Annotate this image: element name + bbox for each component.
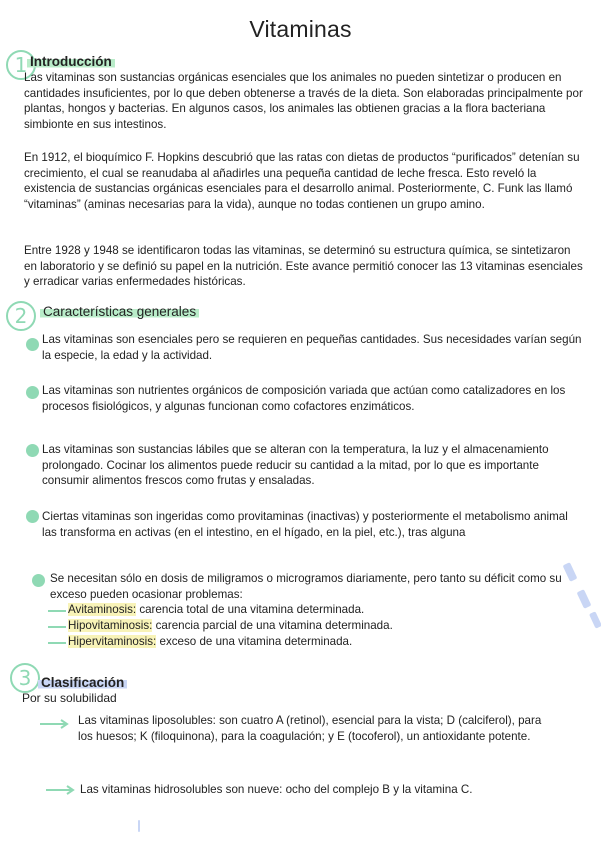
classification-item-hidrosolubles: Las vitaminas hidrosolubles son nueve: ocho del complejo B y la vitamina C. — [80, 783, 473, 796]
bullet-dot — [32, 574, 45, 587]
feature-bullet-1: Las vitaminas son esenciales pero se requieren en pequeñas cantidades. Sus necesidades varían según la especie, la edad y la actividad. — [42, 333, 582, 362]
bullet-dot — [26, 510, 39, 523]
feature-bullet-5: Se necesitan sólo en dosis de miligramos o microgramos diariamente, pero tanto su déficit como su exceso pueden ocasionar problemas: — [50, 572, 562, 601]
intro-paragraph-3: Entre 1928 y 1948 se identificaron todas las vitaminas, se determinó su estructura química, se sintetizaron en laboratorio y se definió su papel en la nutrición. Este avance permitió conocer las 13 vitaminas esenciales y erradicar varias enfermedades históricas. — [24, 244, 583, 289]
sub-item-hipervitaminosis: Hipervitaminosis: exceso de una vitamina determinada. — [68, 635, 353, 648]
feature-bullet-4: Ciertas vitaminas son ingeridas como provitaminas (inactivas) y posteriormente el metabolismo animal las transforma en activas (en el intestino, en el hígado, en la piel, etc.), tras alguna — [42, 510, 568, 539]
arrow-right-icon — [40, 719, 70, 729]
section-heading-features: Características generales — [40, 304, 199, 319]
sub-item-dash — [48, 626, 66, 628]
decorative-stroke — [138, 820, 140, 832]
decorative-stroke — [589, 611, 601, 628]
classification-item-liposolubles: Las vitaminas liposolubles: son cuatro A (retinol), esencial para la vista; D (calciferol), para los huesos; K (filoquinona), para la coagulación; y E (tocoferol), un antioxidante potente. — [78, 714, 542, 743]
page-title: Vitaminas — [249, 16, 352, 42]
classification-subheading: Por su solubilidad — [22, 691, 117, 705]
intro-paragraph-2: En 1912, el bioquímico F. Hopkins descubrió que las ratas con dietas de productos “purificados” detenían su crecimiento, el cual se reanudaba al añadirles una pequeña cantidad de leche fresca. Esto reveló la existencia de sustancias orgánicas esenciales para el desarrollo animal. Posteriormente, C. Funk las llamó “vitaminas” (aminas necesarias para la vida), aunque no todas contienen un grupo amino. — [24, 151, 580, 211]
decorative-stroke — [577, 589, 592, 609]
section-heading-classification: Clasificación — [38, 675, 127, 690]
intro-paragraph-1: Las vitaminas son sustancias orgánicas esenciales que los animales no pueden sintetizar o producen en cantidades insuficientes, por lo que deben obtenerse a través de la dieta. Son elaboradas principalmente por plantas, hongos y bacterias. En algunos casos, los animales las obtienen gracias a la flora bacteriana simbionte en sus intestinos. — [24, 71, 583, 131]
bullet-dot — [26, 444, 39, 457]
section-number-2: 2 — [6, 301, 36, 331]
section-number-3: 3 — [10, 663, 40, 693]
sub-item-dash — [48, 642, 66, 644]
sub-item-dash — [48, 610, 66, 612]
sub-item-avitaminosis: Avitaminosis: carencia total de una vitamina determinada. — [68, 603, 365, 616]
section-heading-intro: Introducción — [27, 54, 115, 69]
section-number-1: 1 — [6, 50, 36, 80]
feature-bullet-2: Las vitaminas son nutrientes orgánicos de composición variada que actúan como catalizadores en los procesos fisiológicos, y algunas funcionan como cofactores enzimáticos. — [42, 384, 566, 413]
arrow-right-icon — [46, 785, 76, 795]
sub-item-hipovitaminosis: Hipovitaminosis: carencia parcial de una vitamina determinada. — [68, 619, 393, 632]
bullet-dot — [26, 338, 39, 351]
bullet-dot — [26, 386, 39, 399]
feature-bullet-3: Las vitaminas son sustancias lábiles que se alteran con la temperatura, la luz y el almacenamiento prolongado. Cocinar los alimentos puede reducir su cantidad a la mitad, por lo que es importante consumir alimentos frescos como frutas y ensaladas. — [42, 443, 549, 488]
